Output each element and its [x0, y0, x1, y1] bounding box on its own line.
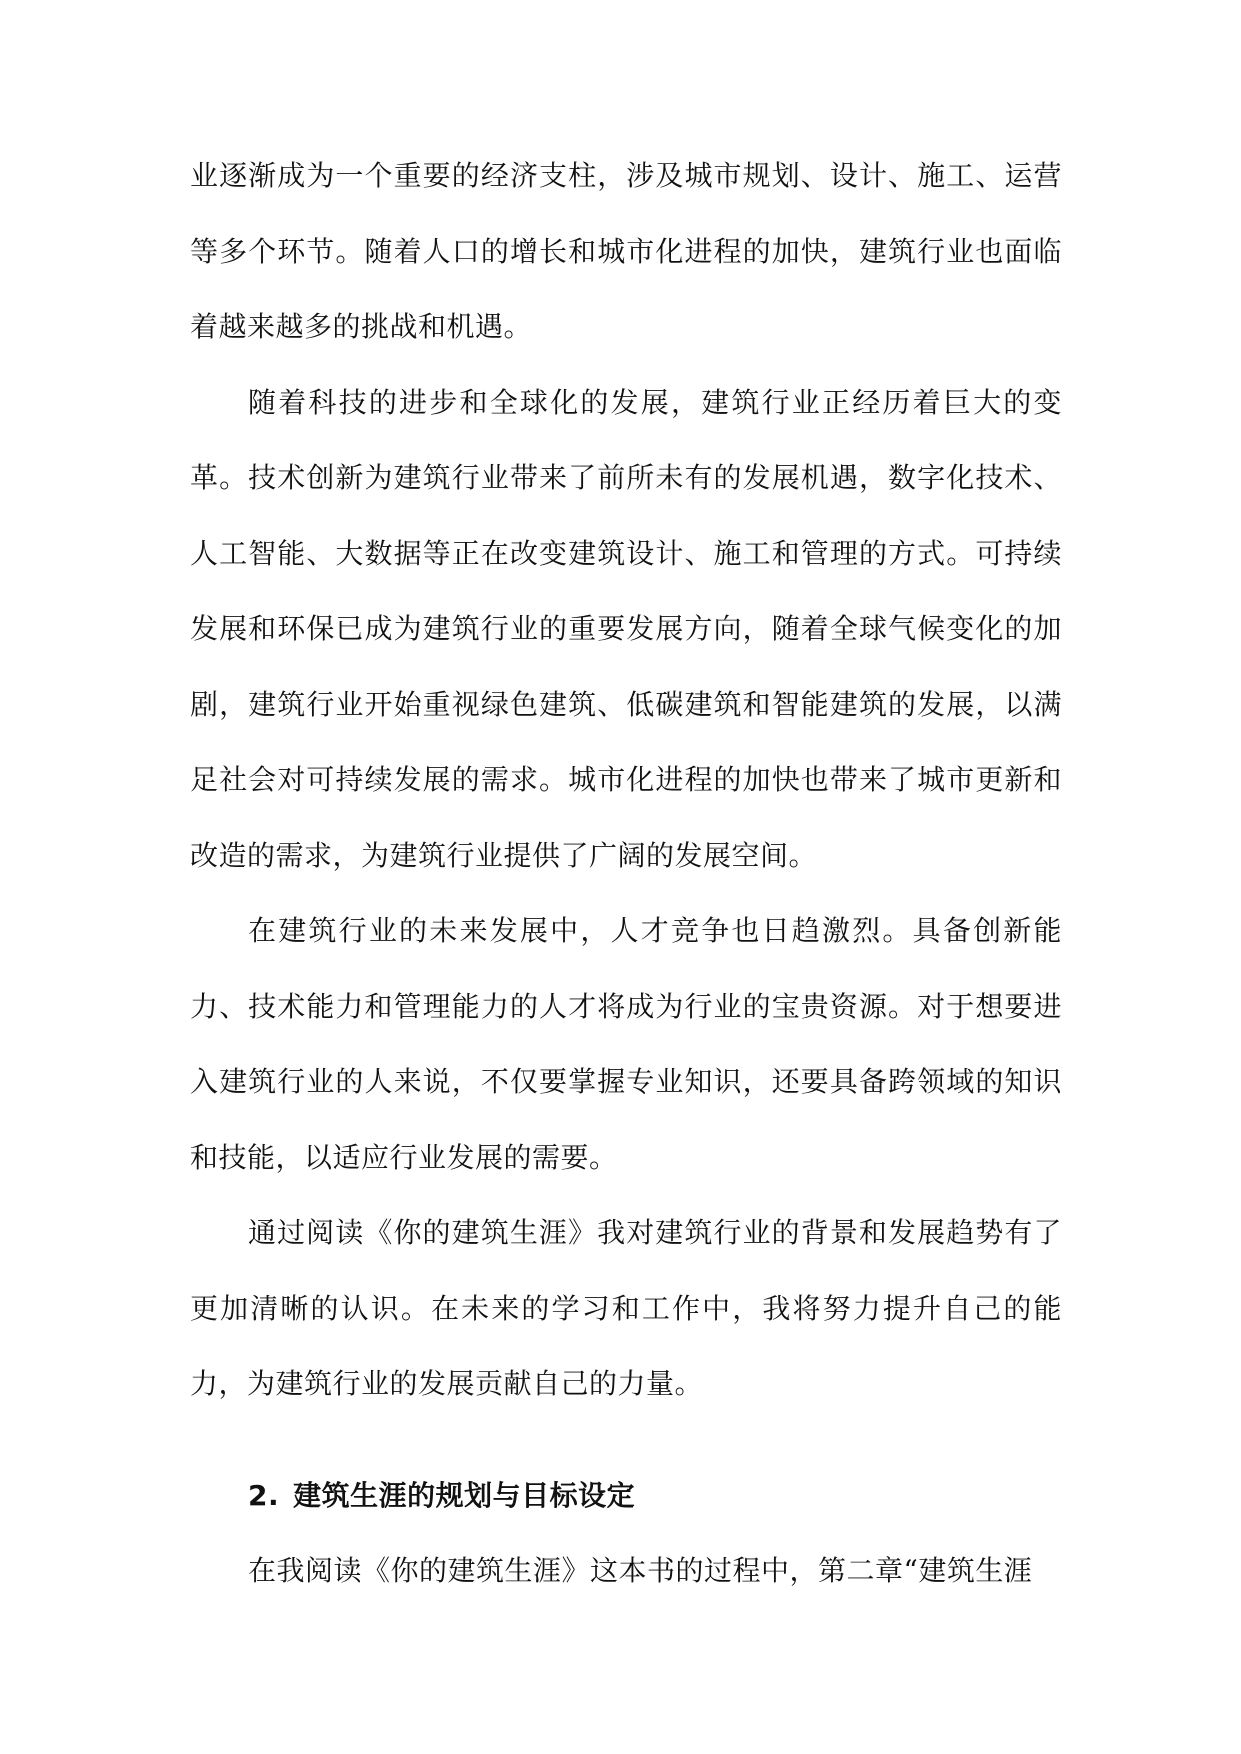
- paragraph-reading-conclusion: 通过阅读《你的建筑生涯》我对建筑行业的背景和发展趋势有了更加清晰的认识。在未来的学习和工作中，我将努力提升自己的能力，为建筑行业的发展贡献自己的力量。: [190, 1216, 1062, 1400]
- section-heading: [190, 1458, 1062, 1534]
- section-title: 建筑生涯的规划与目标设定: [293, 1478, 636, 1512]
- paragraph-chapter-two-intro: 在我阅读《你的建筑生涯》这本书的过程中，第二章“建筑生涯: [248, 1554, 1033, 1587]
- paragraph-talent-competition: 在建筑行业的未来发展中，人才竞争也日趋激烈。具备创新能力、技术能力和管理能力的人才将成为行业的宝贵资源。对于想要进入建筑行业的人来说，不仅要掌握专业知识，还要具备跨领域的知识和技能，以适应行业发展的需要。: [190, 914, 1062, 1174]
- paragraph-industry-intro: 业逐渐成为一个重要的经济支柱，涉及城市规划、设计、施工、运营等多个环节。随着人口的增长和城市化进程的加快，建筑行业也面临着越来越多的挑战和机遇。: [190, 159, 1062, 343]
- document-body: [190, 138, 1062, 1609]
- section-number: 2.: [248, 1478, 280, 1512]
- paragraph-tech-change: 随着科技的进步和全球化的发展，建筑行业正经历着巨大的变革。技术创新为建筑行业带来了前所未有的发展机遇，数字化技术、人工智能、大数据等正在改变建筑设计、施工和管理的方式。可持续发展和环保已成为建筑行业的重要发展方向，随着全球气候变化的加剧，建筑行业开始重视绿色建筑、低碳建筑和智能建筑的发展，以满足社会对可持续发展的需求。城市化进程的加快也带来了城市更新和改造的需求，为建筑行业提供了广阔的发展空间。: [190, 385, 1062, 872]
